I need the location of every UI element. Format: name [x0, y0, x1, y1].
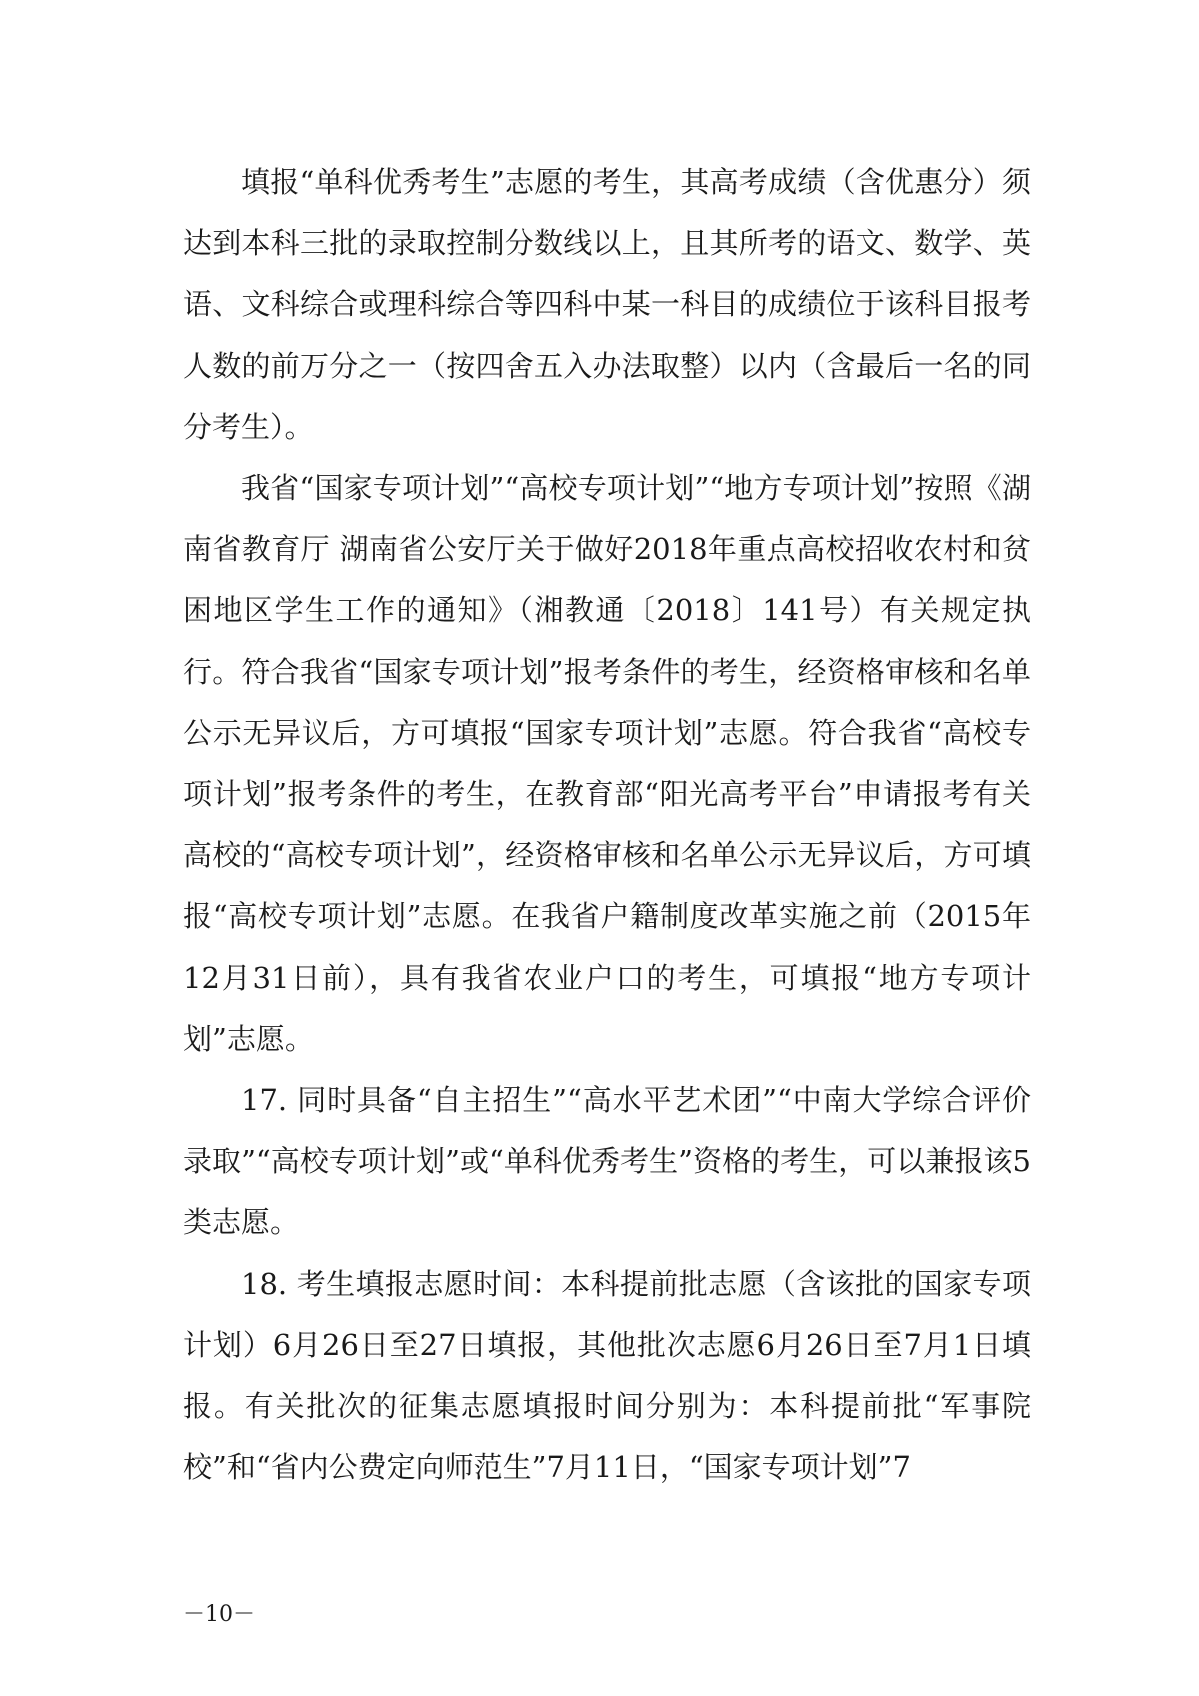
paragraph-single-subject-excellence: 填报“单科优秀考生”志愿的考生，其高考成绩（含优惠分）须达到本科三批的录取控制分数线以上，且其所考的语文、数学、英语、文科综合或理科综合等四科中某一科目的成绩位于该科目报考人数的前万分之一（按四舍五入办法取整）以内（含最后一名的同分考生）。 — [183, 165, 1031, 444]
paragraph-item-17: 17. 同时具备“自主招生”“高水平艺术团”“中南大学综合评价录取”“高校专项计划”或“单科优秀考生”资格的考生，可以兼报该5类志愿。 — [183, 1083, 1031, 1240]
body-text — [183, 152, 1031, 1498]
page-number: －10－ — [183, 1602, 255, 1627]
paragraph-item-18: 18. 考生填报志愿时间：本科提前批志愿（含该批的国家专项计划）6月26日至27日填报，其他批次志愿6月26日至7月1日填报。有关批次的征集志愿填报时间分别为：本科提前批“军事院校”和“省内公费定向师范生”7月11日，“国家专项计划”7 — [183, 1266, 1031, 1485]
paragraph-special-plans: 我省“国家专项计划”“高校专项计划”“地方专项计划”按照《湖南省教育厅 湖南省公安厅关于做好2018年重点高校招收农村和贫困地区学生工作的通知》（湘教通〔2018〕141号）有关规定执行。符合我省“国家专项计划”报考条件的考生，经资格审核和名单公示无异议后，方可填报“国家专项计划”志愿。符合我省“高校专项计划”报考条件的考生，在教育部“阳光高考平台”申请报考有关高校的“高校专项计划”，经资格审核和名单公示无异议后，方可填报“高校专项计划”志愿。在我省户籍制度改革实施之前（2015年12月31日前），具有我省农业户口的考生，可填报“地方专项计划”志愿。 — [183, 471, 1031, 1056]
